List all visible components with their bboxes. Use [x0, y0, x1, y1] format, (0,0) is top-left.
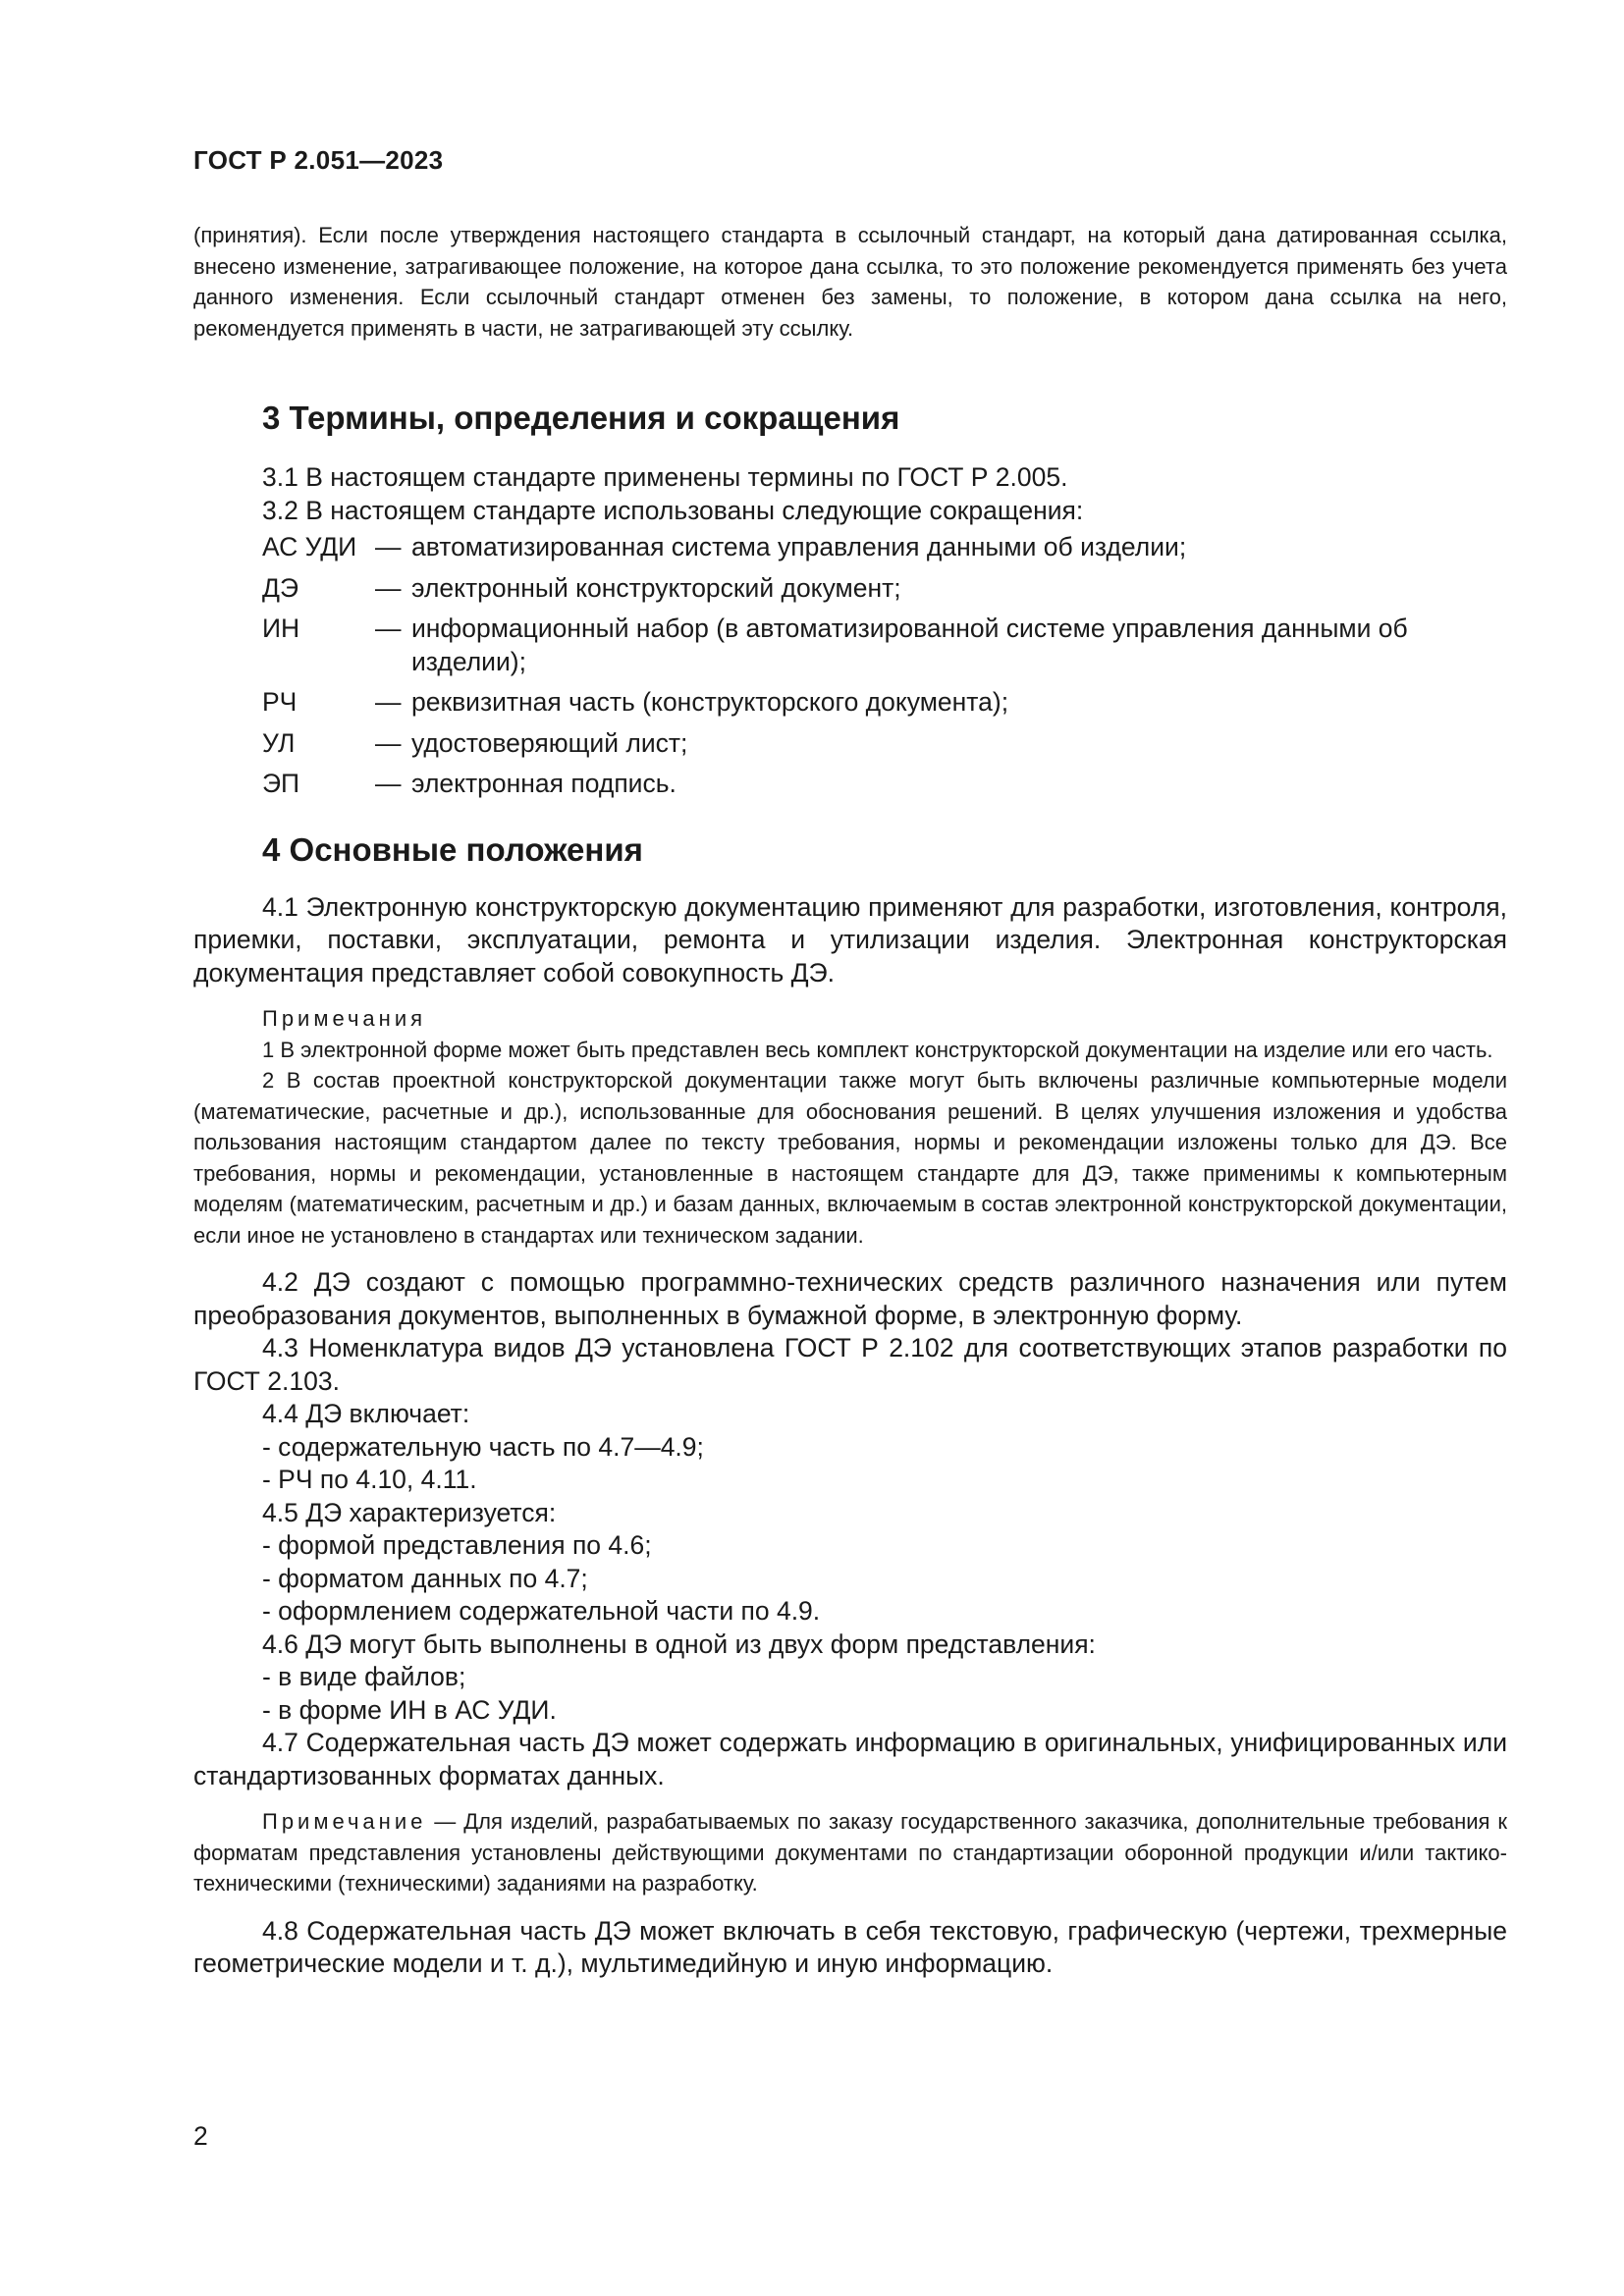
abbreviation-dash: — — [375, 572, 402, 603]
abbreviations-table — [262, 531, 1507, 809]
note-text: — Для изделий, разрабатываемых по заказу государственного заказчика, дополнительные требования к форматам представления установлены действующими документами по стандартизации оборонной продукции и/или тактико-техническими (техническими) заданиями на разработку. — [193, 1809, 1507, 1896]
abbreviation-dash: — — [375, 769, 402, 798]
abbreviation-term: УЛ — [262, 727, 296, 758]
abbreviation-term: РЧ — [262, 687, 298, 717]
list-item: - формой представления по 4.6; — [262, 1530, 652, 1560]
clause-4-2: 4.2 ДЭ создают с помощью программно-технических средств различного назначения или путем преобразования документов, выполненных в бумажной форме, в электронную форму. — [193, 1267, 1507, 1330]
abbreviation-definition: удостоверяющий лист; — [411, 727, 688, 758]
abbreviation-row — [262, 727, 1507, 769]
note-1: 1 В электронной форме может быть представлен весь комплект конструкторской документации на изделие или его часть. — [262, 1037, 1493, 1062]
section-4-heading: 4 Основные положения — [262, 830, 643, 868]
abbreviation-dash: — — [375, 614, 402, 643]
list-item: - в форме ИН в АС УДИ. — [262, 1694, 557, 1725]
abbreviation-row — [262, 531, 1507, 572]
clause-4-5: 4.5 ДЭ характеризуется: — [262, 1497, 557, 1527]
abbreviation-row — [262, 768, 1507, 809]
abbreviation-row — [262, 613, 1507, 686]
clause-4-1: 4.1 Электронную конструкторскую документацию применяют для разработки, изготовления, контроля, приемки, поставки, эксплуатации, ремонта и утилизации изделия. Электронная конструкторская документация представляет собой совокупность ДЭ. — [193, 891, 1507, 988]
note-single — [193, 1806, 1507, 1899]
abbreviation-dash: — — [375, 532, 402, 561]
clause-4-6: 4.6 ДЭ могут быть выполнены в одной из двух форм представления: — [262, 1629, 1096, 1659]
abbreviation-term: АС УДИ — [262, 532, 357, 561]
clause-4-3: 4.3 Номенклатура видов ДЭ установлена ГОСТ Р 2.102 для соответствующих этапов разработки по ГОСТ 2.103. — [193, 1333, 1507, 1396]
abbreviation-row — [262, 686, 1507, 727]
abbreviation-definition: автоматизированная система управления данными об изделии; — [411, 532, 1187, 561]
page-content — [193, 220, 1507, 1981]
list-item: - оформлением содержательной части по 4.9. — [262, 1596, 821, 1626]
page-number: 2 — [193, 2121, 208, 2151]
list-item: - РЧ по 4.10, 4.11. — [262, 1465, 477, 1494]
section-3-heading: 3 Термины, определения и сокращения — [262, 400, 900, 436]
note-label: Примечание — [262, 1809, 427, 1834]
list-item: - в виде файлов; — [262, 1662, 466, 1691]
abbreviation-term: ИН — [262, 614, 300, 643]
abbreviation-dash: — — [375, 727, 402, 758]
abbreviation-definition: информационный набор (в автоматизированной системе управления данными об изделии); — [411, 614, 1408, 676]
notes-label: Примечания — [262, 1006, 427, 1031]
list-item: - форматом данных по 4.7; — [262, 1563, 588, 1593]
abbreviation-definition: электронный конструкторский документ; — [411, 572, 901, 603]
clause-3-1: 3.1 В настоящем стандарте применены термины по ГОСТ Р 2.005. — [262, 462, 1068, 492]
list-item: - содержательную часть по 4.7—4.9; — [262, 1431, 704, 1462]
clause-4-8: 4.8 Содержательная часть ДЭ может включать в себя текстовую, графическую (чертежи, трехмерные геометрические модели и т. д.), мультимедийную и иную информацию. — [193, 1915, 1507, 1978]
abbreviation-definition: электронная подпись. — [411, 769, 677, 798]
abbreviation-row — [262, 572, 1507, 614]
clause-4-7: 4.7 Содержательная часть ДЭ может содержать информацию в оригинальных, унифицированных или стандартизованных форматах данных. — [193, 1728, 1507, 1790]
intro-paragraph: (принятия). Если после утверждения настоящего стандарта в ссылочный стандарт, на который дана датированная ссылка, внесено изменение, затрагивающее положение, на которое дана ссылка, то это положение рекомендуется применять без учета данного изменения. Если ссылочный стандарт отменен без замены, то положение, в котором дана ссылка на него, рекомендуется применять в части, не затрагивающей эту ссылку. — [193, 223, 1507, 341]
abbreviation-dash: — — [375, 687, 402, 717]
clause-4-4: 4.4 ДЭ включает: — [262, 1399, 470, 1428]
note-2: 2 В состав проектной конструкторской документации также могут быть включены различные компьютерные модели (математические, расчетные и др.), использованные для обоснования решений. В целях улучшения изложения и удобства пользования настоящим стандартом далее по тексту требования, нормы и рекомендации изложены только для ДЭ. Все требования, нормы и рекомендации, установленные в настоящем стандарте для ДЭ, также применимы к компьютерным моделям (математическим, расчетным и др.) и базам данных, включаемым в состав электронной конструкторской документации, если иное не установлено в стандартах или техническом задании. — [193, 1068, 1507, 1248]
clause-3-2: 3.2 В настоящем стандарте использованы следующие сокращения: — [262, 495, 1084, 525]
abbreviation-term: ЭП — [262, 769, 300, 798]
abbreviation-term: ДЭ — [262, 572, 298, 603]
abbreviation-definition: реквизитная часть (конструкторского документа); — [411, 687, 1009, 717]
document-header: ГОСТ Р 2.051—2023 — [193, 145, 444, 175]
